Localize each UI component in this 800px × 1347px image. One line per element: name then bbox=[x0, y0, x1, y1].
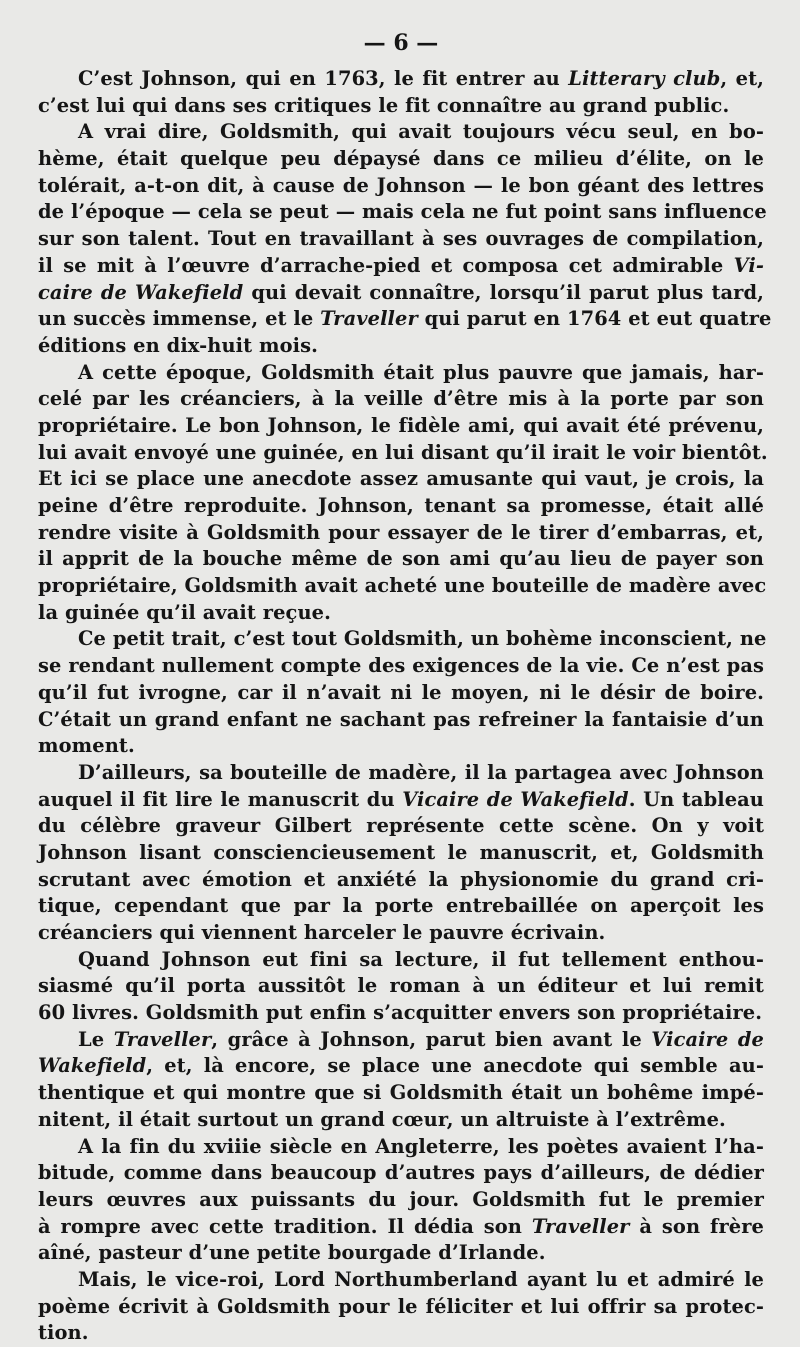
italic-title: caire de Wakefield bbox=[38, 280, 244, 304]
text-span: de l’époque — cela se peut — mais cela ne fut point sans influence bbox=[38, 200, 767, 224]
page-number: — 6 — bbox=[363, 30, 439, 56]
text-line bbox=[38, 920, 764, 947]
italic-title: Vicaire de bbox=[651, 1027, 764, 1051]
text-span: Le bbox=[78, 1027, 114, 1051]
text-line bbox=[38, 66, 764, 93]
text-span: celé par les créanciers, à la veille d’être mis à la porte par son bbox=[38, 387, 764, 411]
text-line bbox=[38, 893, 764, 920]
text-span: 60 livres. Goldsmith put enfin s’acquitter envers son propriétaire. bbox=[38, 1001, 763, 1025]
text-line bbox=[38, 733, 764, 760]
text-span: nitent, il était surtout un grand cœur, un altruiste à l’extrême. bbox=[38, 1107, 726, 1131]
text-line bbox=[38, 386, 764, 413]
text-line bbox=[38, 1107, 764, 1134]
text-line bbox=[38, 680, 764, 707]
text-span: à son frère bbox=[629, 1214, 764, 1238]
text-span: du célèbre graveur Gilbert représente cette scène. On y voit bbox=[38, 814, 764, 838]
text-span: tion. bbox=[38, 1321, 89, 1345]
text-line bbox=[38, 653, 764, 680]
text-line bbox=[38, 93, 764, 120]
text-span: c’est lui qui dans ses critiques le fit connaître au grand public. bbox=[38, 93, 730, 117]
text-span: C’est Johnson, qui en 1763, le fit entrer au bbox=[78, 67, 569, 90]
italic-title: Vi- bbox=[733, 253, 764, 277]
text-span: à rompre avec cette tradition. Il dédia son bbox=[38, 1214, 532, 1238]
italic-title: Litterary club bbox=[568, 67, 721, 90]
text-line bbox=[38, 413, 764, 440]
text-span: tique, cependant que par la porte entrebaillée on aperçoit les bbox=[38, 894, 764, 918]
text-line bbox=[38, 760, 764, 787]
text-span: moment. bbox=[38, 734, 135, 758]
text-line bbox=[38, 520, 764, 547]
text-line bbox=[38, 813, 764, 840]
text-span: lui avait envoyé une guinée, en lui disant qu’il irait le voir bientôt. bbox=[38, 440, 768, 464]
text-span: créanciers qui viennent harceler le pauvre écrivain. bbox=[38, 921, 606, 944]
text-span: il apprit de la bouche même de son ami qu’au lieu de payer son bbox=[38, 547, 764, 571]
text-line bbox=[38, 867, 764, 894]
text-span: Mais, le vice-roi, Lord Northumberland ayant lu et admiré le bbox=[78, 1267, 764, 1291]
text-span: Johnson lisant consciencieusement le manuscrit, et, Goldsmith bbox=[38, 840, 764, 864]
text-line bbox=[38, 1000, 764, 1027]
italic-title: Traveller bbox=[113, 1027, 212, 1051]
text-line bbox=[38, 1027, 764, 1054]
text-line bbox=[38, 1240, 764, 1267]
text-span: éditions en dix-huit mois. bbox=[38, 333, 319, 357]
text-span: tolérait, a-t-on dit, à cause de Johnson — le bon géant des lettres bbox=[38, 173, 764, 197]
text-span: A cette époque, Goldsmith était plus pauvre que jamais, har- bbox=[78, 360, 764, 384]
text-span: auquel il fit lire le manuscrit du bbox=[38, 787, 403, 811]
text-line bbox=[38, 600, 764, 627]
text-line bbox=[38, 973, 764, 1000]
text-span: siasmé qu’il porta aussitôt le roman à un éditeur et lui remit bbox=[38, 974, 764, 998]
text-span: . Un tableau bbox=[628, 787, 765, 811]
text-span: qui devait connaître, lorsqu’il parut plus tard, bbox=[243, 280, 764, 304]
text-line bbox=[38, 1187, 764, 1214]
text-line bbox=[38, 306, 772, 333]
text-line bbox=[38, 173, 764, 200]
text-line bbox=[38, 1214, 764, 1241]
italic-title: Wakefield bbox=[38, 1054, 147, 1078]
text-span: un succès immense, et le bbox=[38, 307, 321, 331]
text-span: A vrai dire, Goldsmith, qui avait toujours vécu seul, en bo- bbox=[78, 120, 764, 144]
text-line bbox=[38, 1294, 764, 1321]
italic-title: Vicaire de Wakefield bbox=[402, 787, 629, 811]
text-line bbox=[38, 787, 764, 814]
italic-title: Traveller bbox=[531, 1214, 630, 1238]
text-span: propriétaire. Le bon Johnson, le fidèle ami, qui avait été prévenu, bbox=[38, 413, 764, 437]
text-span: qu’il fut ivrogne, car il n’avait ni le moyen, ni le désir de boire. bbox=[38, 680, 764, 704]
text-line bbox=[38, 546, 764, 573]
text-line bbox=[38, 199, 767, 226]
text-line bbox=[38, 840, 764, 867]
body-text bbox=[38, 66, 772, 1347]
text-span: se rendant nullement compte des exigences de la vie. Ce n’est pas bbox=[38, 654, 764, 678]
text-span: A la fin du xviiie siècle en Angleterre, les poètes avaient l’ha- bbox=[78, 1134, 764, 1158]
text-span: propriétaire, Goldsmith avait acheté une bouteille de madère avec bbox=[38, 574, 767, 598]
text-span: C’était un grand enfant ne sachant pas refreiner la fantaisie d’un bbox=[38, 707, 764, 731]
text-line bbox=[38, 119, 764, 146]
text-line bbox=[38, 440, 768, 467]
text-line bbox=[38, 360, 764, 387]
text-span: D’ailleurs, sa bouteille de madère, il la partagea avec Johnson bbox=[78, 760, 764, 784]
text-span: il se mit à l’œuvre d’arrache-pied et composa cet admirable bbox=[38, 253, 734, 277]
text-span: Quand Johnson eut fini sa lecture, il fut tellement enthou- bbox=[78, 947, 764, 971]
text-span: scrutant avec émotion et anxiété la physionomie du grand cri- bbox=[38, 867, 764, 891]
text-span: , et, bbox=[720, 67, 764, 90]
text-span: rendre visite à Goldsmith pour essayer de le tirer d’embarras, et, bbox=[38, 520, 764, 544]
text-line bbox=[38, 226, 764, 253]
text-span: sur son talent. Tout en travaillant à ses ouvrages de compilation, bbox=[38, 227, 764, 251]
text-line bbox=[38, 1080, 764, 1107]
text-span: qui parut en 1764 et eut quatre bbox=[417, 307, 772, 331]
text-span: peine d’être reproduite. Johnson, tenant sa promesse, était allé bbox=[38, 494, 764, 517]
text-span: hème, était quelque peu dépaysé dans ce milieu d’élite, on le bbox=[38, 147, 764, 171]
text-line bbox=[38, 466, 764, 493]
text-line bbox=[38, 1053, 764, 1080]
text-line bbox=[38, 493, 764, 520]
text-span: thentique et qui montre que si Goldsmith était un bohême impé- bbox=[38, 1081, 764, 1105]
text-span: la guinée qu’il avait reçue. bbox=[38, 600, 331, 624]
text-span: bitude, comme dans beaucoup d’autres pays d’ailleurs, de dédier bbox=[38, 1161, 764, 1185]
text-line bbox=[38, 1160, 764, 1187]
text-span: poème écrivit à Goldsmith pour le féliciter et lui offrir sa protec- bbox=[38, 1294, 764, 1318]
text-line bbox=[38, 1267, 764, 1294]
text-line bbox=[38, 707, 764, 734]
text-span: , et, là encore, se place une anecdote qui semble au- bbox=[146, 1054, 764, 1078]
text-line bbox=[38, 333, 764, 360]
text-span: aîné, pasteur d’une petite bourgade d’Irlande. bbox=[38, 1241, 546, 1265]
text-line bbox=[38, 146, 764, 173]
text-line bbox=[38, 1320, 764, 1347]
text-line bbox=[38, 626, 767, 653]
italic-title: Traveller bbox=[320, 307, 418, 331]
text-span: Ce petit trait, c’est tout Goldsmith, un bohème inconscient, ne bbox=[78, 627, 767, 651]
text-span: Et ici se place une anecdote assez amusante qui vaut, je crois, la bbox=[38, 467, 764, 491]
text-line bbox=[38, 947, 764, 974]
text-span: , grâce à Johnson, parut bien avant le bbox=[211, 1027, 652, 1051]
text-line bbox=[38, 1134, 764, 1161]
text-span: leurs œuvres aux puissants du jour. Goldsmith fut le premier bbox=[38, 1187, 764, 1211]
text-line bbox=[38, 280, 764, 307]
text-line bbox=[38, 573, 767, 600]
text-line bbox=[38, 253, 764, 280]
